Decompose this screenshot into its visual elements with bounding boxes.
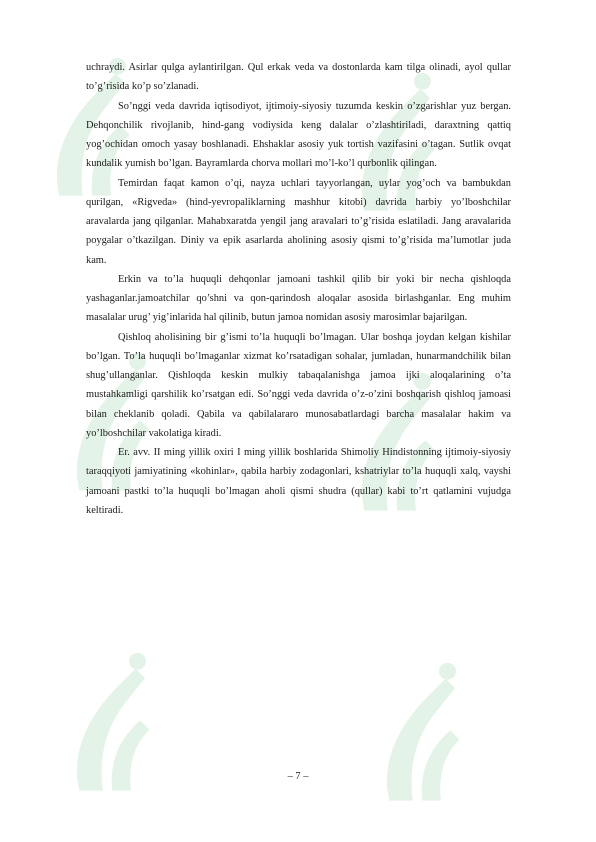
page-body (86, 58, 511, 520)
paragraph-1: uchraydi. Asirlar qulga aylantirilgan. Qul erkak veda va dostonlarda kam tilga olinadi, ayol qullar to’g’risida ko’p so’zlanadi. (86, 62, 511, 93)
paragraph-3: Temirdan faqat kamon o’qi, nayza uchlari tayyorlangan, uylar yog’och va bambukdan qurilgan, «Rigveda» (hind-yevropaliklarning mashhur kitobi) davrida harbiy yo’lboshchilar aravalarda jang qilganlar. Mahabxaratda yengil jang aravalari to’g’risida eslatiladi. Jang aravalarida poygalar o’tkazilgan. Diniy va epik asarlarda aholining asosiy qismi to’g’risida ma’lumotlar juda kam. (86, 177, 511, 266)
paragraph-4: Erkin va to’la huquqli dehqonlar jamoani tashkil qilib bir yoki bir necha qishloqda yashaganlar.jamoatchilar qo’shni va qon-qarindosh aloqalar asosida birlashganlar. Eng muhim masalalar urug’ yig’inlarida hal qilinib, butun jamoa nomidan asosiy marosimlar bajarilgan. (86, 273, 511, 324)
page-number: – 7 – (287, 771, 309, 782)
paragraph-5: Qishloq aholisining bir g’ismi to’la huquqli bo’lmagan. Ular boshqa joydan kelgan kishilar bo’lgan. To’la huquqli bo’lmaganlar xizmat ko’rsatadigan sohalar, jumladan, hunarmandchilik bilan shug’ullanganlar. Qishloqda keskin mulkiy tabaqalanishga jamoa ijki aloqalarining o’ta mustahkamligi qarshilik ko’rsatgan edi. So’nggi veda davrida o’z-o’zini boshqarish qishloq jamoasi bilan cheklanib qoladi. Qabila va qabilalararo munosabatlardagi barcha masalalar hakim va yo’lboshchilar vakolatiga kiradi. (86, 331, 511, 439)
paragraph-2: So’nggi veda davrida iqtisodiyot, ijtimoiy-siyosiy tuzumda keskin o’zgarishlar yuz bergan. Dehqonchilik rivojlanib, hind-gang vodiysida keng dalalar o’zlashtiriladi, daraxtning qattiq yog’ochidan omoch yasay boshlanadi. Ehshaklar asosiy yuk tortish vazifasini o’tagan. Sutlik ovqat kundalik yumish bo’lgan. Bayramlarda chorva mollari mo’l-ko’l qurbonlik qilingan. (86, 100, 511, 170)
watermark-logo-icon (370, 660, 465, 810)
paragraph-6: Er. avv. II ming yillik oxiri I ming yillik boshlarida Shimoliy Hindistonning ijtimoiy-siyosiy taraqqiyoti jamiyatining «kohinlar», qabila harbiy zodagonlari, kshatriylar to’la huquqli xalq, vayshi jamoani pastki to’la huquqli bo’lmagan aholi qismi shudra (qullar) kabi to’rt qatlamini vujudga keltiradi. (86, 447, 511, 516)
